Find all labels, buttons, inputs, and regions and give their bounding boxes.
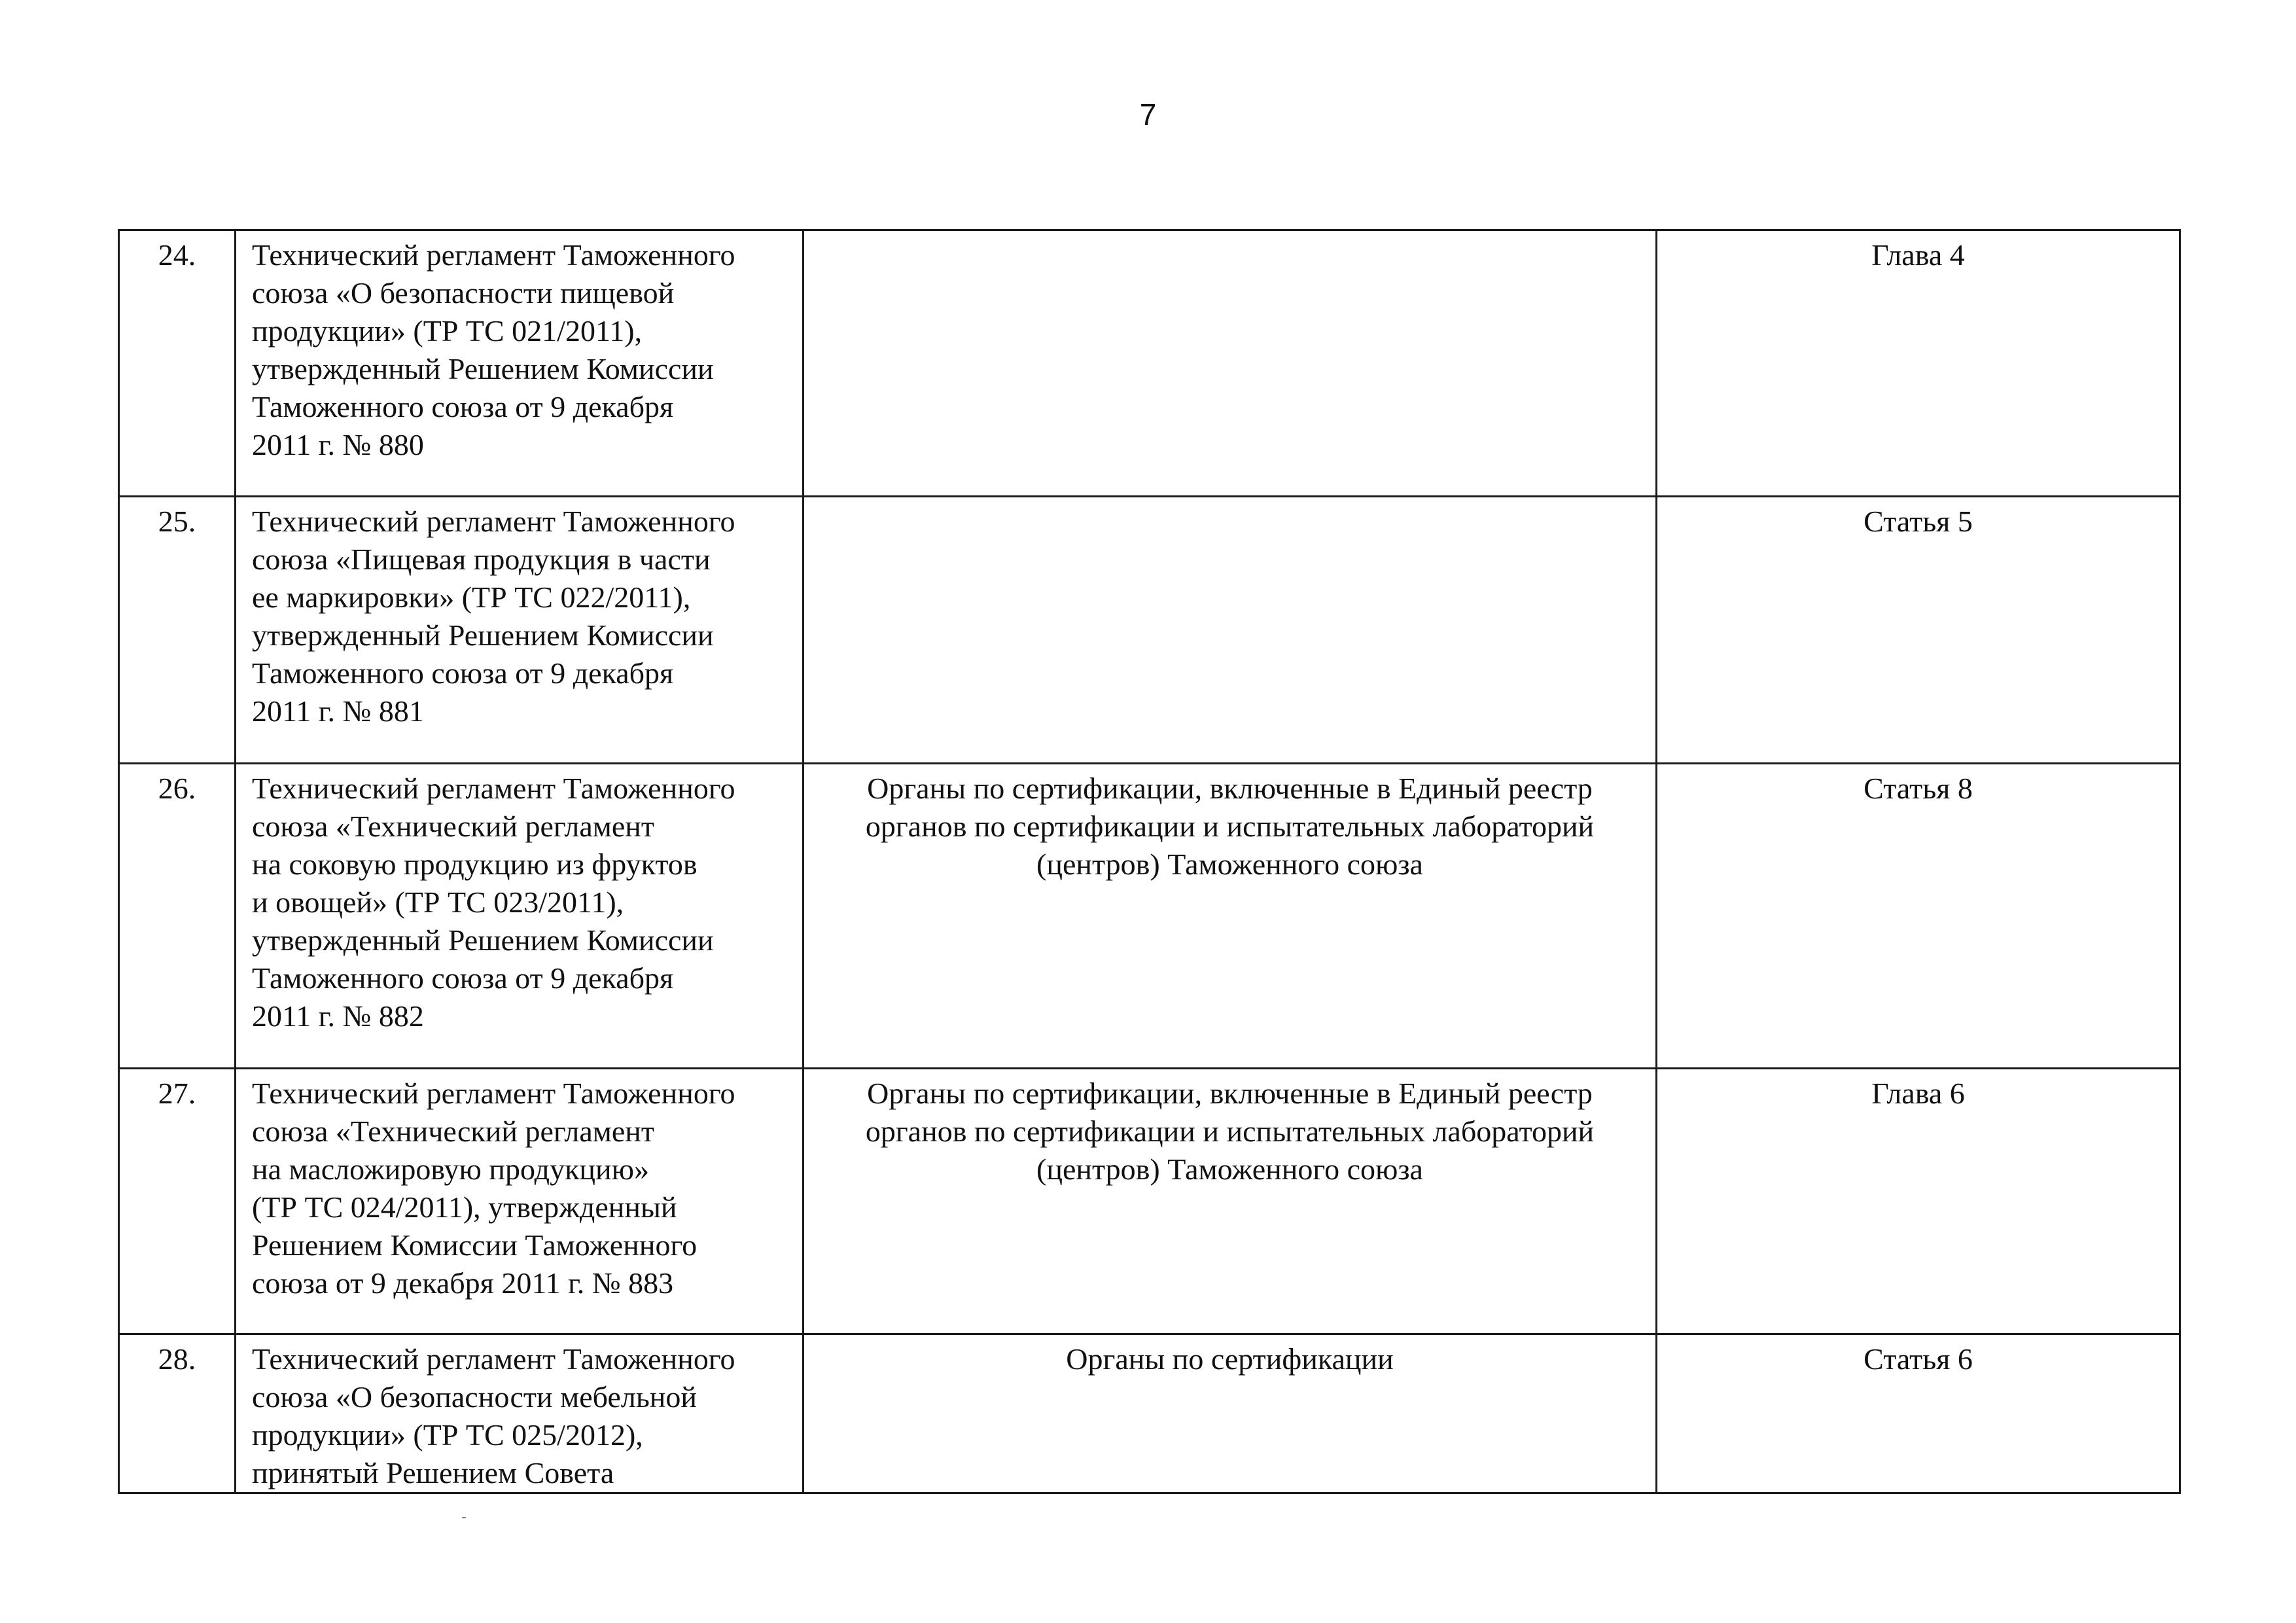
certification-body xyxy=(804,230,1657,497)
article-reference: Статья 6 xyxy=(1657,1334,2180,1493)
article-reference: Статья 5 xyxy=(1657,497,2180,764)
row-number: 27. xyxy=(119,1069,236,1334)
regulation-text: Технический регламент Таможенного союза «Пищевая продукция в части ее маркировки» (ТР ТС 022/2011), утвержденный Решением Комиссии Таможенного союза от 9 декабря 2011 г. № 881 xyxy=(236,497,804,764)
row-number: 28. xyxy=(119,1334,236,1493)
certification-body: Органы по сертификации, включенные в Единый реестр органов по сертификации и испытательных лабораторий (центров) Таможенного союза xyxy=(804,1069,1657,1334)
certification-body: Органы по сертификации xyxy=(804,1334,1657,1493)
row-number: 26. xyxy=(119,764,236,1069)
table-row xyxy=(119,1334,2180,1493)
article-reference: Глава 4 xyxy=(1657,230,2180,497)
table-row xyxy=(119,764,2180,1069)
certification-body: Органы по сертификации, включенные в Единый реестр органов по сертификации и испытательных лабораторий (центров) Таможенного союза xyxy=(804,764,1657,1069)
table-row xyxy=(119,1069,2180,1334)
table-row xyxy=(119,497,2180,764)
scan-mark xyxy=(462,1517,466,1518)
regulation-text: Технический регламент Таможенного союза «Технический регламент на соковую продукцию из фруктов и овощей» (ТР ТС 023/2011), утвержденный Решением Комиссии Таможенного союза от 9 декабря 2011 г. № 882 xyxy=(236,764,804,1069)
table-row xyxy=(119,230,2180,497)
regulations-table xyxy=(118,229,2181,1494)
regulation-text: Технический регламент Таможенного союза «Технический регламент на масложировую продукцию» (ТР ТС 024/2011), утвержденный Решением Комиссии Таможенного союза от 9 декабря 2011 г. № 883 xyxy=(236,1069,804,1334)
article-reference: Статья 8 xyxy=(1657,764,2180,1069)
regulation-text: Технический регламент Таможенного союза «О безопасности пищевой продукции» (ТР ТС 021/2011), утвержденный Решением Комиссии Таможенного союза от 9 декабря 2011 г. № 880 xyxy=(236,230,804,497)
article-reference: Глава 6 xyxy=(1657,1069,2180,1334)
certification-body xyxy=(804,497,1657,764)
page-number: 7 xyxy=(1139,98,1157,132)
row-number: 25. xyxy=(119,497,236,764)
row-number: 24. xyxy=(119,230,236,497)
regulation-text: Технический регламент Таможенного союза «О безопасности мебельной продукции» (ТР ТС 025/2012), принятый Решением Совета xyxy=(236,1334,804,1493)
